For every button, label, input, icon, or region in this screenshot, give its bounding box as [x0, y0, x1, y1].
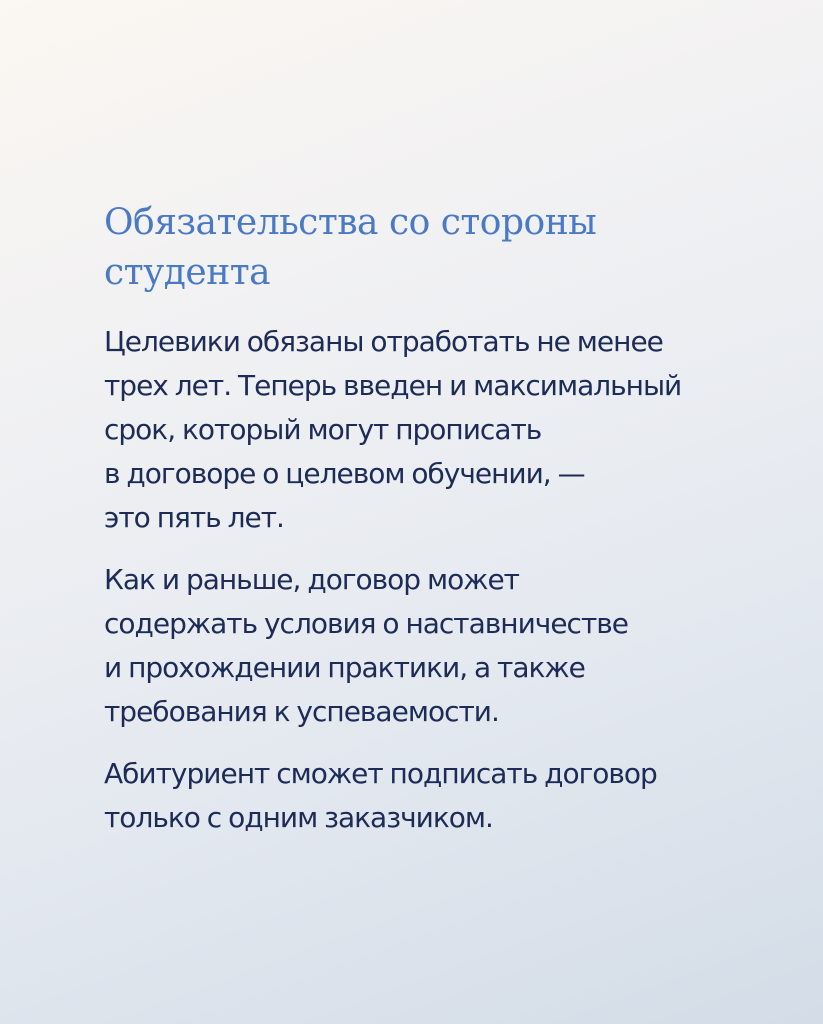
- paragraph-line: трех лет. Теперь введен и максимальный: [104, 369, 682, 402]
- paragraph-line: Целевики обязаны отработать не менее: [104, 325, 663, 358]
- paragraph-line: Абитуриент сможет подписать договор: [104, 757, 657, 790]
- paragraph-line: и прохождении практики, а также: [104, 651, 585, 684]
- paragraph-line: содержать условия о наставничестве: [104, 607, 628, 640]
- paragraph-line: в договоре о целевом обучении, —: [104, 457, 585, 490]
- slide-title: [104, 198, 784, 298]
- paragraph-line: только с одним заказчиком.: [104, 801, 493, 834]
- paragraph-line: Как и раньше, договор может: [104, 563, 519, 596]
- title-line: студента: [104, 252, 271, 293]
- paragraph-contract-conditions: [104, 558, 784, 734]
- slide-content: [104, 198, 784, 840]
- title-line: Обязательства со стороны: [104, 202, 597, 243]
- paragraph-work-obligation: [104, 320, 784, 540]
- paragraph-single-customer: [104, 752, 784, 840]
- paragraph-line: требования к успеваемости.: [104, 695, 499, 728]
- paragraph-line: это пять лет.: [104, 501, 284, 534]
- paragraph-line: срок, который могут прописать: [104, 413, 542, 446]
